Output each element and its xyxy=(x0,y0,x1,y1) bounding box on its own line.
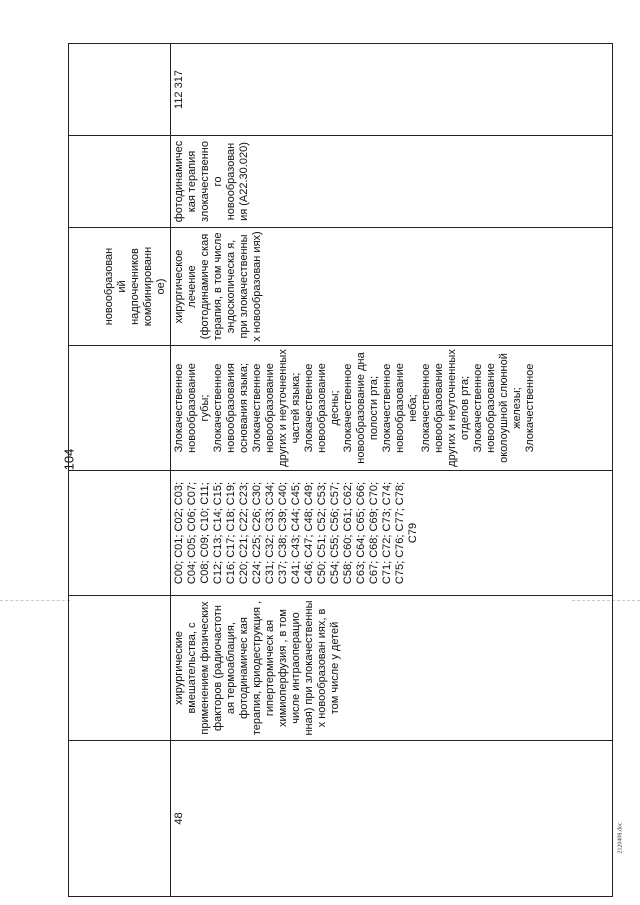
cell-empty xyxy=(69,596,171,741)
cell-service-name: хирургические вмешательства, с применением физических факторов (радиочастотн ая термоаблация, фотодинамичес кая терапия, криодеструкция , гипертермическ ая химиоперфузия , в том числе интраоперацио нная) при злокачественны х новообразован иях, в том числе у детей xyxy=(171,596,613,741)
cell-icd-codes: C00; C01; C02; C03; C04; C05; C06; C07; C08; C09; C10; C11; C12; C13; C14; C15; C16; C17; C18; C19; C20; C21; C22; C23; C24; C25; C26; C30; C31; C32; C33; C34; C37; C38; C39; C40; C41; C43; C44; C45; C46; C47; C48; C49; C50; C51; C52; C53; C54; C55; C56; C57; C58; C60; C61; C62; C63; C64; C65; C66; C67; C68; C69; C70; C71; C72; C73; C74; C75; C76; C77; C78; C79 xyxy=(171,471,613,596)
cell-empty xyxy=(69,741,171,897)
document-footer-id: 2120408.doc xyxy=(617,822,624,854)
cell-price: 112 317 xyxy=(171,44,613,136)
cell-row-number: 48 xyxy=(171,741,613,897)
rotated-table-wrapper xyxy=(68,44,612,897)
cell-treatment-type: хирургическое лечение (фотодинамиче ская терапия, в том числе эндоскопическа я, при злокачественны х новообразован иях) xyxy=(171,228,613,346)
cell-pathology-continuation: новообразован ий надпочечников комбинированн ое) xyxy=(69,228,171,346)
cell-price-empty xyxy=(69,44,171,136)
table-landscape xyxy=(68,44,612,897)
cell-empty xyxy=(69,346,171,471)
cell-treatment-method: фотодинамичес кая терапия злокачественно го новообразован ия (A22.30.020) xyxy=(171,136,613,228)
cell-method-empty xyxy=(69,136,171,228)
scan-artifact-line-left xyxy=(0,600,70,602)
page-number: 104 xyxy=(61,448,77,471)
cell-pathology: Злокачественное новообразование губы; Злокачественное новообразования основания языка; Злокачественное новообразование других и неуточненных частей языка; Злокачественное новообразование десны; Злокачественное новообразование дна полости рта; Злокачественное новообразование неба; Злокачественное новообразование других и неуточненных отделов рта; Злокачественное новообразование околоушной слюнной железы; Злокачественное xyxy=(171,346,613,471)
cell-empty xyxy=(69,471,171,596)
medical-services-table xyxy=(68,43,613,897)
table-row-continuation xyxy=(69,44,171,897)
table-row-48 xyxy=(171,44,613,897)
